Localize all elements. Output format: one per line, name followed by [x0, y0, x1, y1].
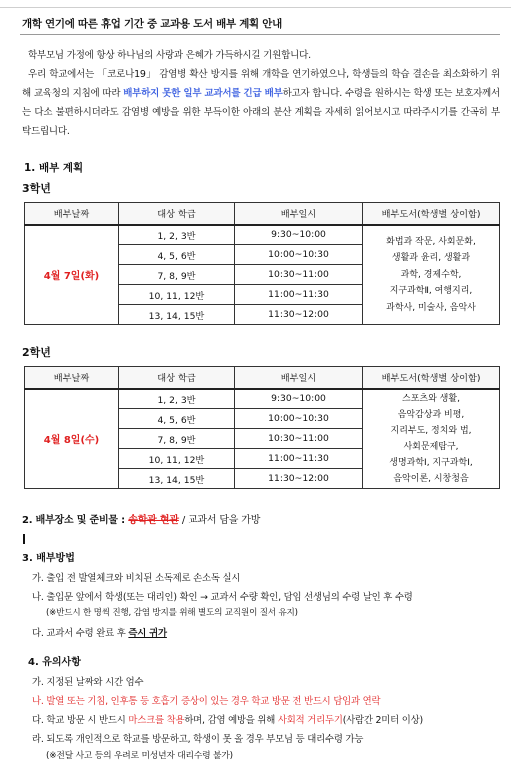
notice-da-mid: 하며, 감염 예방을 위해 — [184, 715, 278, 726]
notice-da-pre: 다. 학교 방문 시 반드시 — [32, 715, 129, 726]
method-ga: 가. 출입 전 발열체크와 비치된 소독제로 손소독 실시 — [32, 573, 241, 584]
book-line: 지구과학Ⅱ, 여행지리, — [389, 286, 473, 296]
class-cell: 4, 5, 6반 — [119, 245, 235, 265]
book-line: 생활과 윤리, 생활과 — [391, 253, 471, 263]
section-2-rest: / 교과서 담을 가방 — [178, 515, 261, 526]
grade-2-heading: 2학년 — [22, 346, 51, 359]
section-1-heading: 1. 배부 계획 — [24, 162, 84, 174]
class-cell: 13, 14, 15반 — [119, 305, 235, 325]
book-line: 스포츠와 생활, — [402, 393, 460, 404]
table-header-row — [25, 203, 500, 225]
class-cell: 13, 14, 15반 — [119, 469, 235, 489]
book-line: 과학, 경제수학, — [400, 269, 462, 280]
intro-body-post: 하고자 합니다. 수령을 원하시는 학생 또는 보호자께서는 다소 불편하시더라도 감염병 예방을 위한 부득이한 아래의 분산 계획을 자세히 읽어보시고 따라주시기를 간곡히 부탁드립니다. — [22, 88, 501, 137]
class-cell: 10, 11, 12반 — [119, 285, 235, 305]
method-na: 나. 출입문 앞에서 학생(또는 대리인) 확인 → 교과서 수량 확인, 담임 선생님의 수령 날인 후 수령 — [32, 592, 413, 603]
intro-greeting: 학부모님 가정에 항상 하나님의 사랑과 은혜가 가득하시길 기원합니다. — [28, 50, 311, 61]
book-line: 과학사, 미술사, 음악사 — [386, 302, 476, 313]
notice-note: (※전달 사고 등의 우려로 미성년자 대리수령 불가) — [46, 751, 233, 761]
time-cell: 10:30~11:00 — [235, 429, 363, 449]
header-date: 배부날짜 — [25, 367, 119, 389]
section-3-heading: 3. 배부방법 — [22, 553, 75, 564]
table-row — [25, 225, 500, 245]
intro-highlight: 배부하지 못한 일부 교과서를 긴급 배부 — [123, 88, 283, 99]
class-cell: 1, 2, 3반 — [119, 225, 235, 245]
header-classes: 대상 학급 — [119, 203, 235, 225]
class-cell: 10, 11, 12반 — [119, 449, 235, 469]
header-books: 배부도서(학생별 상이함) — [363, 203, 500, 225]
section-4-heading: 4. 유의사항 — [28, 657, 81, 668]
time-cell: 9:30~10:00 — [235, 389, 363, 409]
distribution-date: 4월 8일(수) — [25, 389, 119, 489]
time-cell: 10:30~11:00 — [235, 265, 363, 285]
method-da-pre: 다. 교과서 수령 완료 후 — [32, 628, 129, 639]
intro-body-pre: 우리 학교에서는 「코로나19」 감염병 확산 방지를 위해 개학을 연기하였으나, 학생들의 학습 결손을 최소화하기 위해 교육청의 지침에 따라 — [22, 69, 500, 99]
page-title: 개학 연기에 따른 휴업 기간 중 교과용 도서 배부 계획 안내 — [22, 18, 282, 30]
intro-paragraphs — [22, 46, 500, 141]
book-line: 지리부도, 정치와 법, — [390, 425, 472, 436]
book-line: 사회문제탐구, — [403, 441, 459, 452]
header-date: 배부날짜 — [25, 203, 119, 225]
grade-2-table — [24, 366, 500, 489]
notice-da-distance: 사회적 거리두기 — [277, 715, 343, 726]
title-rule — [20, 34, 500, 35]
class-cell: 7, 8, 9반 — [119, 429, 235, 449]
books-cell — [363, 225, 500, 325]
time-cell: 11:00~11:30 — [235, 285, 363, 305]
method-da — [32, 625, 167, 639]
table-header-row — [25, 367, 500, 389]
class-cell: 1, 2, 3반 — [119, 389, 235, 409]
header-classes: 대상 학급 — [119, 367, 235, 389]
notice-na: 나. 발열 또는 기침, 인후통 등 호흡기 증상이 있는 경우 학교 방문 전 반드시 담임과 연락 — [32, 696, 381, 707]
time-cell: 11:30~12:00 — [235, 305, 363, 325]
book-line: 화법과 작문, 사회문화, — [386, 236, 476, 247]
grade-3-heading: 3학년 — [22, 182, 51, 195]
distribution-date: 4월 7일(화) — [25, 225, 119, 325]
time-cell: 10:00~10:30 — [235, 245, 363, 265]
intro-body — [22, 65, 500, 141]
class-cell: 4, 5, 6반 — [119, 409, 235, 429]
time-cell: 9:30~10:00 — [235, 225, 363, 245]
books-cell — [363, 389, 500, 489]
time-cell: 10:00~10:30 — [235, 409, 363, 429]
method-note: (※반드시 한 명씩 진행, 감염 방지를 위해 별도의 교직원이 질서 유지) — [46, 608, 298, 618]
table-row — [25, 389, 500, 409]
notice-ra: 라. 되도록 개인적으로 학교를 방문하고, 학생이 못 올 경우 부모님 등 대리수령 가능 — [32, 734, 364, 745]
top-rule — [0, 7, 511, 8]
notice-da-post: (사람간 2미터 이상) — [342, 715, 423, 726]
grade-3-table — [24, 202, 500, 325]
header-books: 배부도서(학생별 상이함) — [363, 367, 500, 389]
text-cursor — [23, 534, 25, 544]
header-time: 배부일시 — [235, 203, 363, 225]
header-time: 배부일시 — [235, 367, 363, 389]
section-2-label: 2. 배부장소 및 준비물 : — [22, 515, 129, 526]
book-line: 생명과학Ⅰ, 지구과학Ⅰ, — [389, 457, 473, 468]
section-2-line — [22, 511, 260, 526]
book-line: 음악감상과 비평, — [397, 409, 465, 420]
method-da-emphasis: 즉시 귀가 — [128, 628, 167, 639]
distribution-place: 송학관 현관 — [128, 515, 179, 526]
notice-da-mask: 마스크를 착용 — [128, 715, 185, 726]
book-line: 음악이론, 시창청음 — [393, 473, 469, 484]
time-cell: 11:30~12:00 — [235, 469, 363, 489]
notice-ga: 가. 지정된 날짜와 시간 엄수 — [32, 677, 144, 688]
time-cell: 11:00~11:30 — [235, 449, 363, 469]
notice-da — [32, 712, 423, 726]
class-cell: 7, 8, 9반 — [119, 265, 235, 285]
